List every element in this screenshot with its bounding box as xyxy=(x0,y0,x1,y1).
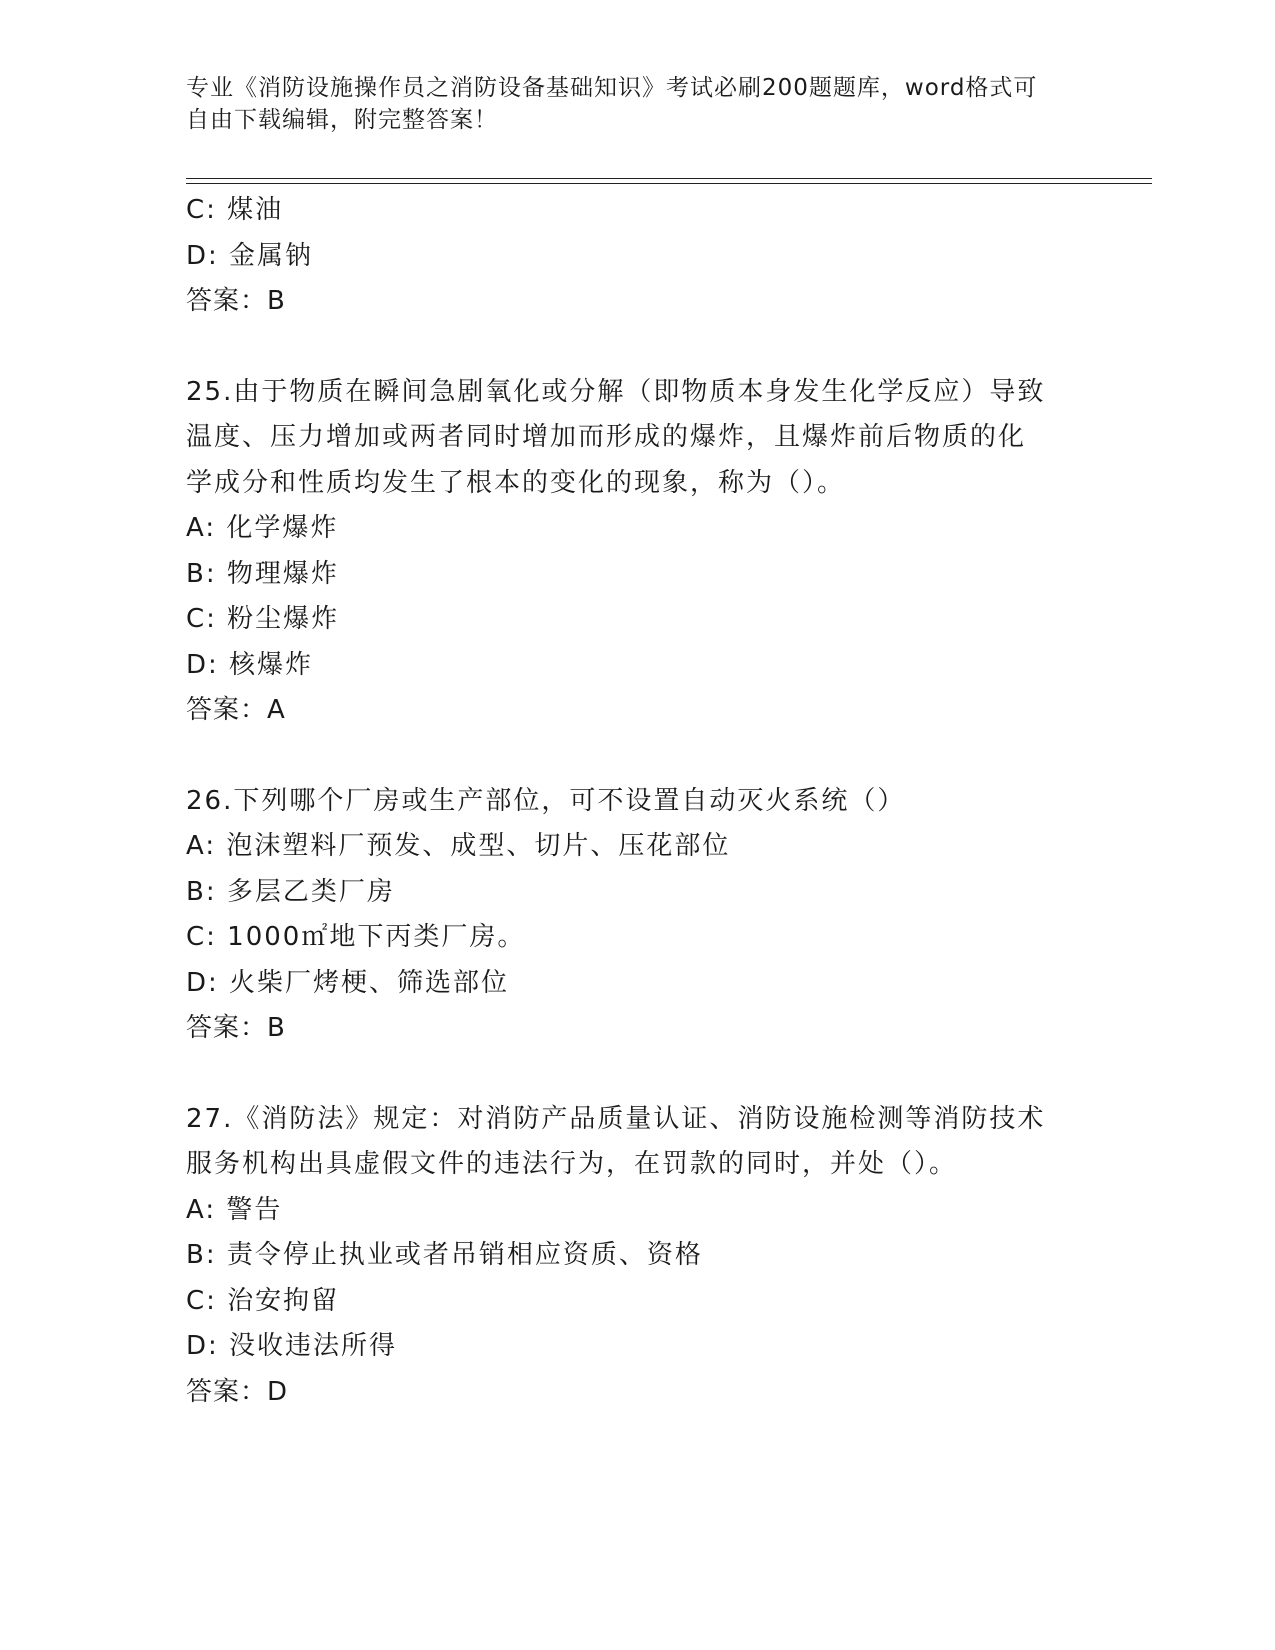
question-stem xyxy=(186,779,1116,825)
option-a: A: 警告 xyxy=(186,1194,283,1225)
answer: 答案：B xyxy=(186,1013,286,1043)
answer: 答案：B xyxy=(186,286,286,316)
stem-line: 学成分和性质均发生了根本的变化的现象，称为（）。 xyxy=(186,467,846,498)
option-c: C: 1000㎡地下丙类厂房。 xyxy=(186,922,526,952)
option-d: D: 火柴厂烤梗、筛选部位 xyxy=(186,967,510,998)
question-list xyxy=(186,188,1116,1415)
header-title-line-2: 自由下载编辑，附完整答案！ xyxy=(186,107,498,133)
header-divider-top xyxy=(186,178,1152,179)
header-title-line-1: 专业《消防设施操作员之消防设备基础知识》考试必刷200题题库，word格式可 xyxy=(186,75,1038,101)
question-26 xyxy=(186,779,1116,1052)
option-b: B: 责令停止执业或者吊销相应资质、资格 xyxy=(186,1240,703,1270)
page-header xyxy=(186,72,1066,136)
stem-line: 27.《消防法》规定：对消防产品质量认证、消防设施检测等消防技术 xyxy=(186,1103,1046,1134)
question-stem xyxy=(186,1097,1116,1188)
question-stem xyxy=(186,370,1116,507)
option-a: A: 泡沫塑料厂预发、成型、切片、压花部位 xyxy=(186,831,731,861)
spacer xyxy=(186,325,1116,370)
spacer xyxy=(186,734,1116,779)
option-b: B: 多层乙类厂房 xyxy=(186,876,395,907)
header-divider-bottom xyxy=(186,183,1152,184)
option-d: D: 核爆炸 xyxy=(186,649,314,680)
option-c: C: 治安拘留 xyxy=(186,1285,340,1316)
option-b: B: 物理爆炸 xyxy=(186,558,339,589)
question-25 xyxy=(186,370,1116,734)
answer: 答案：D xyxy=(186,1376,289,1407)
stem-line: 服务机构出具虚假文件的违法行为，在罚款的同时，并处（）。 xyxy=(186,1149,958,1179)
option-a: A: 化学爆炸 xyxy=(186,513,339,543)
stem-line: 26.下列哪个厂房或生产部位，可不设置自动灭火系统（） xyxy=(186,785,906,816)
question-27 xyxy=(186,1097,1116,1416)
spacer xyxy=(186,1052,1116,1097)
answer: 答案：A xyxy=(186,695,286,725)
option-c: C: 煤油 xyxy=(186,195,284,225)
stem-line: 25.由于物质在瞬间急剧氧化或分解（即物质本身发生化学反应）导致 xyxy=(186,376,1046,407)
option-d: D: 金属钠 xyxy=(186,240,314,271)
option-c: C: 粉尘爆炸 xyxy=(186,604,340,634)
stem-line: 温度、压力增加或两者同时增加而形成的爆炸，且爆炸前后物质的化 xyxy=(186,422,1027,452)
option-d: D: 没收违法所得 xyxy=(186,1331,398,1361)
question-24-tail xyxy=(186,188,1116,325)
